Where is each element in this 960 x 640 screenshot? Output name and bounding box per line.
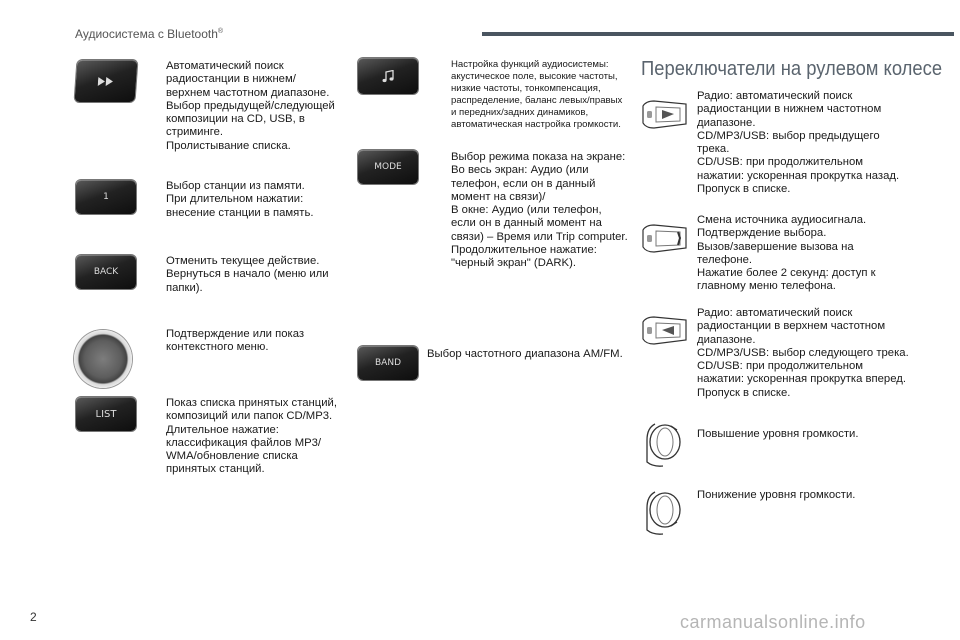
audio-settings-button[interactable] bbox=[358, 58, 418, 94]
page-number: 2 bbox=[30, 610, 37, 624]
rotary-knob-icon[interactable] bbox=[74, 330, 132, 388]
back-button[interactable] bbox=[76, 255, 136, 289]
preset-1-button[interactable] bbox=[76, 180, 136, 214]
volume-wheel-icon bbox=[643, 488, 687, 538]
watermark: carmanualsonline.info bbox=[680, 612, 866, 632]
fast-forward-description: Автоматический поиск радиостанции в нижнем/ верхнем частотном диапазоне. Выбор предыдущей/следующей композиции на CD, USB, в стриминге. Пролистывание списка. bbox=[166, 60, 335, 152]
preset-1-label: 1 bbox=[103, 192, 109, 202]
mode-button-label: MODE bbox=[374, 162, 402, 172]
list-button-description: Показ списка принятых станций, композиций или папок CD/MP3. Длительное нажатие: классификация файлов MP3/ WMA/обновление списка принятых станций. bbox=[166, 397, 337, 476]
stalk-source-description: Смена источника аудиосигнала. Подтверждение выбора. Вызов/завершение вызова на телефоне. Нажатие более 2 секунд: доступ к главному меню телефона. bbox=[697, 214, 876, 293]
list-button-label: LIST bbox=[95, 408, 117, 420]
band-button-label: BAND bbox=[375, 358, 401, 368]
band-button[interactable] bbox=[358, 346, 418, 380]
section-title: Переключатели на рулевом колесе bbox=[641, 58, 943, 80]
header-divider-bar bbox=[482, 32, 954, 36]
audio-settings-description: Настройка функций аудиосистемы: акустическое поле, высокие частоты, низкие частоты, тонкомпенсация, распределение, баланс левых/правых и передних/задних динамиков, автоматическая настройка громкости. bbox=[451, 59, 623, 130]
volume-down-description: Понижение уровня громкости. bbox=[697, 489, 856, 501]
stalk-next-description: Радио: автоматический поиск радиостанции в верхнем частотном диапазоне. CD/MP3/USB: выбор следующего трека. CD/USB: при продолжительном нажатии: ускоренная прокрутка вперед. Пропуск в списке. bbox=[697, 307, 909, 399]
list-button[interactable] bbox=[76, 397, 136, 431]
steering-stalk-icon bbox=[640, 98, 690, 132]
back-button-description: Отменить текущее действие. Вернуться в начало (меню или папки). bbox=[166, 255, 329, 294]
mode-button[interactable] bbox=[358, 150, 418, 184]
fast-forward-button[interactable] bbox=[75, 60, 138, 102]
volume-up-description: Повышение уровня громкости. bbox=[697, 428, 859, 440]
mode-button-description: Выбор режима показа на экране: Во весь экран: Аудио (или телефон, если он в данный момент на связи)/ В окне: Аудио (или телефон, если он в данный момент на связи) – Время или Trip computer. Продолжительное нажатие: "черный экран" (DARK). bbox=[451, 151, 628, 270]
preset-button-description: Выбор станции из памяти. При длительном нажатии: внесение станции в память. bbox=[166, 180, 314, 219]
fast-forward-icon bbox=[98, 77, 115, 86]
steering-stalk-icon bbox=[640, 222, 690, 256]
back-button-label: BACK bbox=[93, 267, 119, 277]
stalk-previous-description: Радио: автоматический поиск радиостанции в нижнем частотном диапазоне. CD/MP3/USB: выбор предыдущего трека. CD/USB: при продолжительном нажатии: ускоренная прокрутка назад. Пропуск в списке. bbox=[697, 90, 900, 196]
volume-wheel-icon bbox=[643, 420, 687, 470]
steering-stalk-icon bbox=[640, 314, 690, 348]
page-header-title: Аудиосистема с Bluetooth® bbox=[75, 27, 224, 41]
knob-description: Подтверждение или показ контекстного меню. bbox=[166, 328, 305, 354]
band-button-description: Выбор частотного диапазона AM/FM. bbox=[427, 348, 623, 360]
music-note-icon bbox=[382, 70, 394, 83]
